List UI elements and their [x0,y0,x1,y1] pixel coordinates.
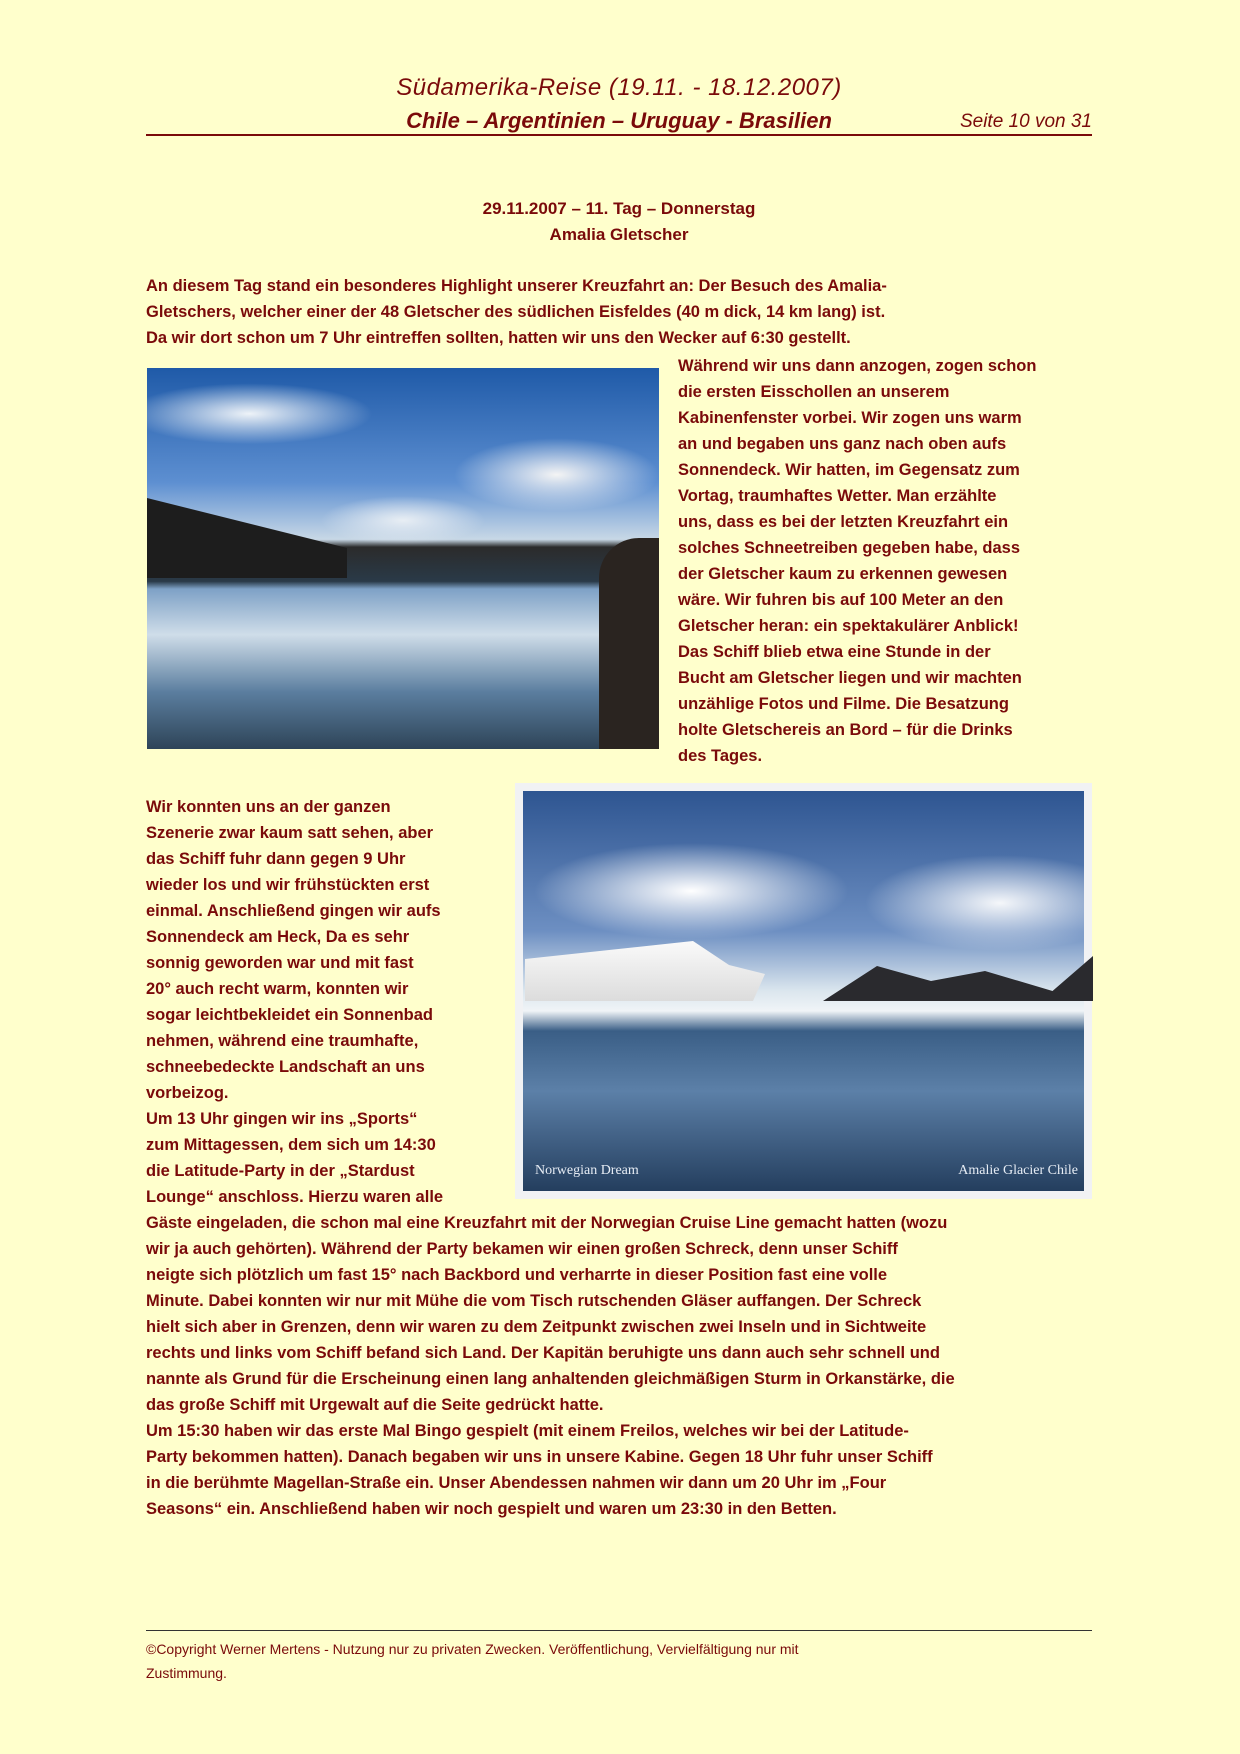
text-line: Party bekommen hatten). Danach begaben wir uns in unsere Kabine. Gegen 18 Uhr fuhr unser Schiff [146,1448,933,1466]
text-line: in die berühmte Magellan-Straße ein. Unser Abendessen nahmen wir dann um 20 Uhr im „Four [146,1474,887,1492]
text-line: Gäste eingeladen, die schon mal eine Kreuzfahrt mit der Norwegian Cruise Line gemacht hatten (wozu [146,1214,948,1232]
text-line: des Tages. [678,747,763,765]
text-line: Um 13 Uhr gingen wir ins „Sports“ [146,1110,418,1128]
day-title: Amalia Gletscher [549,225,689,244]
text-line: wäre. Wir fuhren bis auf 100 Meter an den [678,591,1004,609]
text-line: Minute. Dabei konnten wir nur mit Mühe die vom Tisch rutschenden Gläser auffangen. Der Schreck [146,1292,922,1310]
page-number: Seite 10 von 31 [959,111,1092,132]
text-line: die ersten Eisschollen an unserem [678,383,950,401]
photo-caption-left: Norwegian Dream [535,1163,639,1178]
footer-copyright: ©Copyright Werner Mertens - Nutzung nur zu privaten Zwecken. Veröffentlichung, Vervielfältigung nur mit [146,1641,799,1657]
text-line: Wir konnten uns an der ganzen [146,798,391,816]
text-line: rechts und links vom Schiff befand sich Land. Der Kapitän beruhigte uns dann auch sehr schnell und [146,1344,940,1362]
text-line: 20° auch recht warm, konnten wir [146,980,409,998]
text-line: Während wir uns dann anzogen, zogen schon [678,357,1037,375]
text-line: der Gletscher kaum zu erkennen gewesen [678,565,1008,583]
text-line: Sonnendeck. Wir hatten, im Gegensatz zum [678,461,1020,479]
text-line: wieder los und wir frühstückten erst [146,876,430,894]
right-paragraph [678,353,1036,769]
text-line: An diesem Tag stand ein besonderes Highlight unserer Kreuzfahrt an: Der Besuch des Amalia- [146,277,887,295]
text-line: die Latitude-Party in der „Stardust [146,1162,415,1180]
glacier-photo [147,368,659,749]
text-line: zum Mittagessen, dem sich um 14:30 [146,1136,436,1154]
text-line: nehmen, während eine traumhafte, [146,1032,419,1050]
text-line: das Schiff fuhr dann gegen 9 Uhr [146,850,406,868]
text-line: nannte als Grund für die Erscheinung einen lang anhaltenden gleichmäßigen Sturm in Orkanstärke, die [146,1370,955,1388]
cruise-ship-photo [515,783,1092,1199]
intro-paragraph [146,273,887,351]
text-line: Um 15:30 haben wir das erste Mal Bingo gespielt (mit einem Freilos, welches wir bei der Latitude- [146,1422,909,1440]
left-paragraph [146,794,443,1210]
text-line: Gletschers, welcher einer der 48 Gletscher des südlichen Eisfeldes (40 m dick, 14 km lang) ist. [146,303,886,321]
document-subtitle: Chile – Argentinien – Uruguay - Brasilien [406,108,832,133]
main-paragraph [146,1210,955,1522]
text-line: Szenerie zwar kaum satt sehen, aber [146,824,434,842]
text-line: Seasons“ ein. Anschließend haben wir noch gespielt und waren um 23:30 in den Betten. [146,1500,837,1518]
text-line: uns, dass es bei der letzten Kreuzfahrt ein [678,513,1009,531]
text-line: neigte sich plötzlich um fast 15° nach Backbord und verharrte in dieser Position fast eine volle [146,1266,888,1284]
text-line: solches Schneetreiben gegeben habe, dass [678,539,1021,557]
text-line: Gletscher heran: ein spektakulärer Anblick! [678,617,1019,635]
text-line: Sonnendeck am Heck, Da es sehr [146,928,410,946]
photo-caption-right: Amalie Glacier Chile [958,1163,1078,1178]
text-line: sogar leichtbekleidet ein Sonnenbad [146,1006,433,1024]
text-line: an und begaben uns ganz nach oben aufs [678,435,1007,453]
text-line: das große Schiff mit Urgewalt auf die Seite gedrückt hatte. [146,1396,604,1414]
text-line: unzählige Fotos und Filme. Die Besatzung [678,695,1009,713]
text-line: wir ja auch gehörten). Während der Party bekamen wir einen großen Schreck, denn unser Schiff [146,1240,898,1258]
text-line: vorbeizog. [146,1084,229,1102]
text-line: einmal. Anschließend gingen wir aufs [146,902,441,920]
header-bar [146,108,1092,136]
text-line: Bucht am Gletscher liegen und wir machten [678,669,1022,687]
document-title: Südamerika-Reise (19.11. - 18.12.2007) [396,74,842,101]
footer-copyright-cont: Zustimmung. [146,1665,227,1681]
text-line: Kabinenfenster vorbei. Wir zogen uns warm [678,409,1022,427]
text-line: schneebedeckte Landschaft an uns [146,1058,425,1076]
text-line: hielt sich aber in Grenzen, denn wir waren zu dem Zeitpunkt zwischen zwei Inseln und in Sichtweite [146,1318,927,1336]
text-line: Lounge“ anschloss. Hierzu waren alle [146,1188,444,1206]
footer [146,1630,1092,1685]
text-line: Da wir dort schon um 7 Uhr eintreffen sollten, hatten wir uns den Wecker auf 6:30 gestellt. [146,329,851,347]
text-line: Vortag, traumhaftes Wetter. Man erzählte [678,487,997,505]
text-line: Das Schiff blieb etwa eine Stunde in der [678,643,991,661]
day-date: 29.11.2007 – 11. Tag – Donnerstag [482,199,756,218]
text-line: sonnig geworden war und mit fast [146,954,414,972]
text-line: holte Gletschereis an Bord – für die Drinks [678,721,1013,739]
